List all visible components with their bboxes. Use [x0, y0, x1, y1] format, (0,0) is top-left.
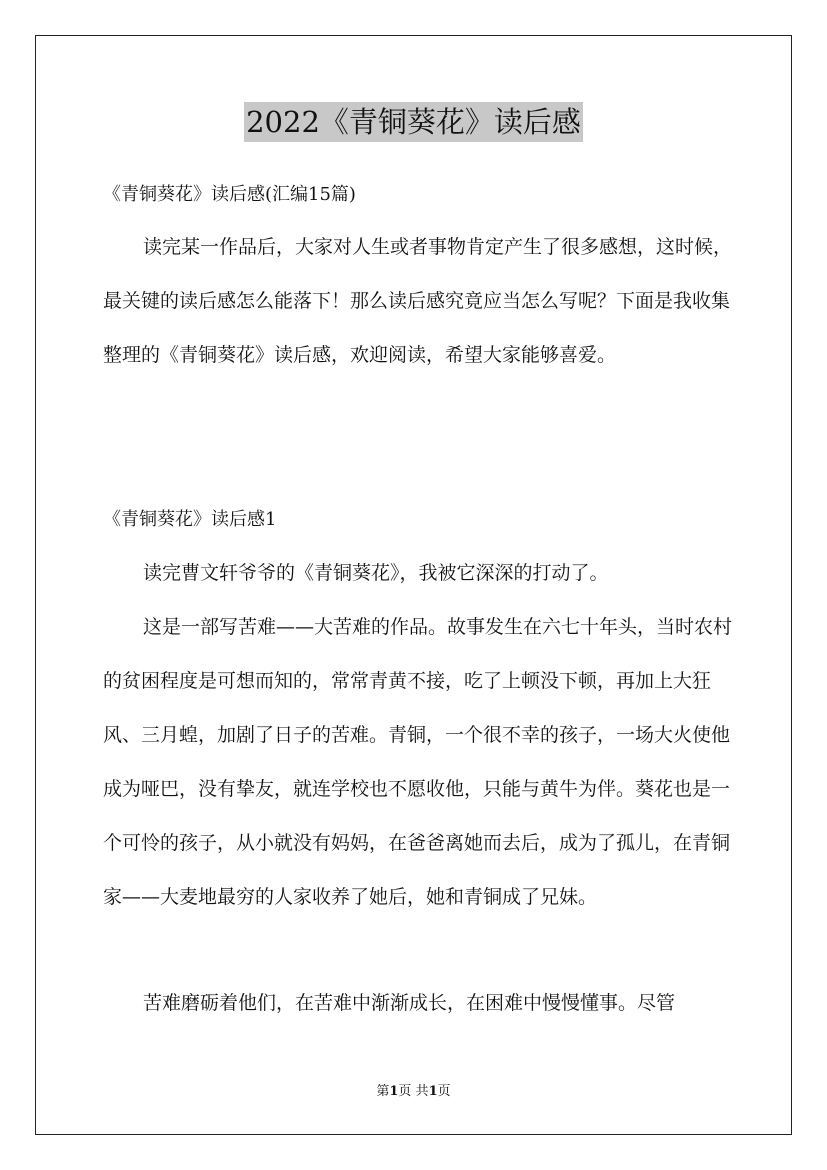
body-paragraph-3: 苦难磨砺着他们，在苦难中渐渐成长，在困难中慢慢懂事。尽管: [143, 992, 676, 1014]
section-heading: 《青铜葵花》读后感1: [103, 509, 277, 530]
footer-page-suffix: 页: [437, 1084, 451, 1099]
intro-paragraph: 读完某一作品后，大家对人生或者事物肯定产生了很多感想，这时候，最关键的读后感怎么能落下！那么读后感究竟应当怎么写呢？下面是我收集整理的《青铜葵花》读后感，欢迎阅读，希望大家能够喜爱。: [103, 236, 733, 366]
body-paragraph-1: 读完曹文轩爷爷的《青铜葵花》，我被它深深的打动了。: [143, 562, 609, 584]
footer-page-prefix: 第: [376, 1084, 390, 1099]
title-container: [0, 102, 827, 142]
body-paragraph-2: 这是一部写苦难——大苦难的作品。故事发生在六七十年头，当时农村的贫困程度是可想而知的，常常青黄不接，吃了上顿没下顿，再加上大狂风、三月蝗，加剧了日子的苦难。青铜，一个很不幸的孩子，一场大火使他成为哑巴，没有挚友，就连学校也不愿收他，只能与黄牛为伴。葵花也是一个可怜的孩子，从小就没有妈妈，在爸爸离她而去后，成为了孤儿，在青铜家——大麦地最穷的人家收养了她后，她和青铜成了兄妹。: [103, 616, 733, 908]
footer-page-mid: 页 共: [398, 1084, 429, 1099]
document-subtitle: 《青铜葵花》读后感(汇编15篇): [103, 184, 356, 205]
document-title: 2022《青铜葵花》读后感: [244, 102, 583, 142]
footer-page-total: 1: [428, 1084, 438, 1099]
footer-page-number: 1: [389, 1084, 399, 1099]
page-footer: [0, 1082, 827, 1102]
